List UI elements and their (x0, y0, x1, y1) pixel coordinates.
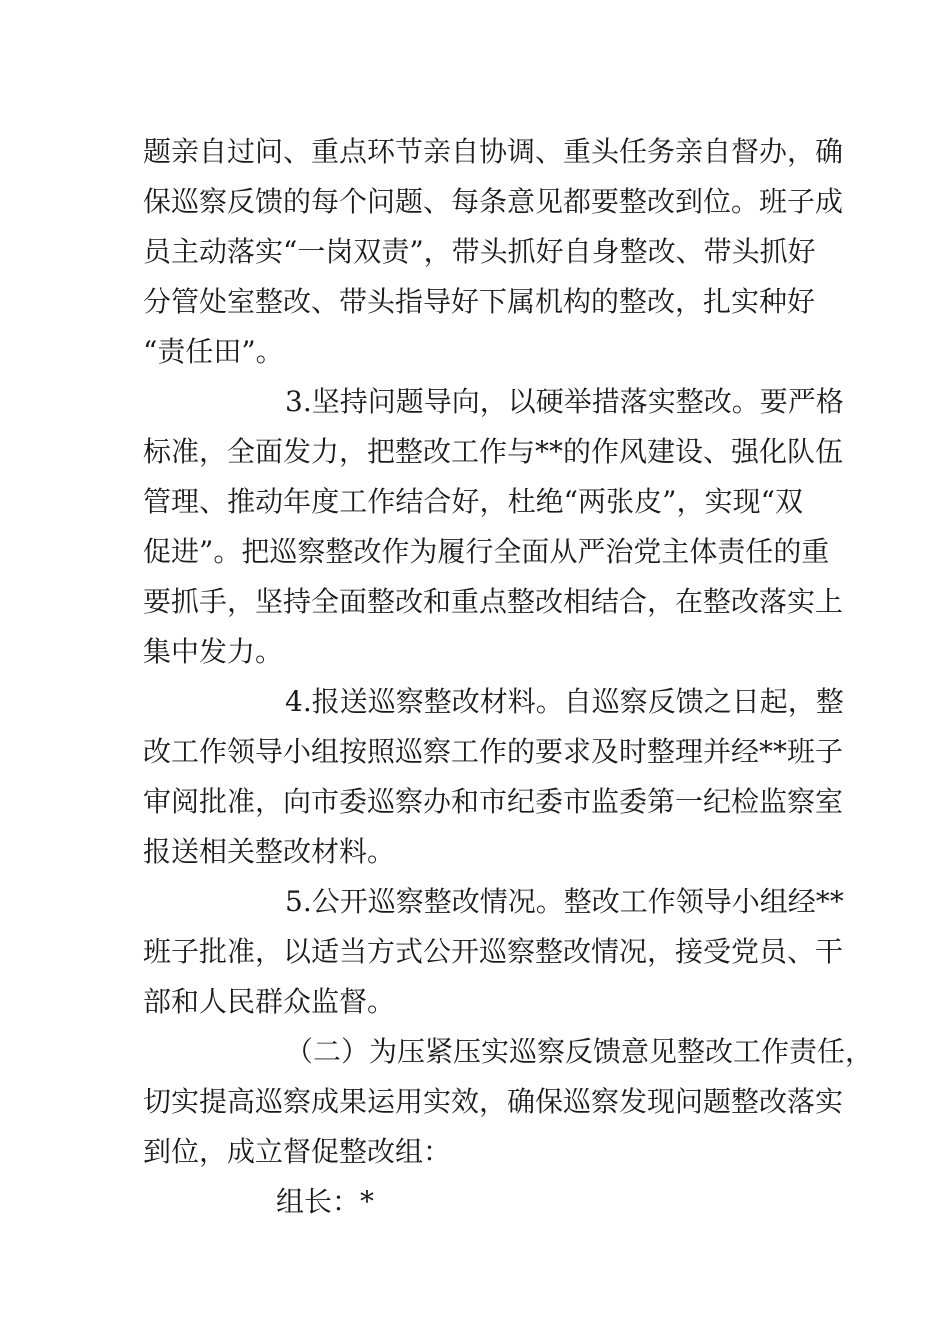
paragraph-line: 促进”。把巡察整改作为履行全面从严治党主体责任的重 (143, 535, 830, 568)
paragraph-line: 部和人民群众监督。 (143, 985, 396, 1018)
paragraph-line: “责任田”。 (143, 335, 284, 368)
paragraph-line: 管理、推动年度工作结合好，杜绝“两张皮”，实现“双 (143, 485, 803, 518)
paragraph-line: 题亲自过问、重点环节亲自协调、重头任务亲自督办，确 (143, 135, 844, 168)
paragraph-line: 要抓手，坚持全面整改和重点整改相结合，在整改落实上 (143, 585, 844, 618)
paragraph-line: 切实提高巡察成果运用实效，确保巡察发现问题整改落实 (143, 1085, 844, 1118)
paragraph-line: 标准，全面发力，把整改工作与**的作风建设、强化队伍 (143, 435, 844, 468)
paragraph-line-indented: 3.坚持问题导向，以硬举措落实整改。要严格 (285, 385, 844, 418)
paragraph-line: 员主动落实“一岗双责”，带头抓好自身整改、带头抓好 (143, 235, 816, 268)
paragraph-line: 报送相关整改材料。 (143, 835, 396, 868)
paragraph-line-indented: （二）为压紧压实巡察反馈意见整改工作责任， (285, 1035, 874, 1068)
paragraph-line: 分管处室整改、带头指导好下属机构的整改，扎实种好 (143, 285, 816, 318)
paragraph-line: 审阅批准，向市委巡察办和市纪委市监委第一纪检监察室 (143, 785, 844, 818)
paragraph-line: 保巡察反馈的每个问题、每条意见都要整改到位。班子成 (143, 185, 844, 218)
group-leader-line: 组长：* (276, 1185, 375, 1218)
paragraph-line: 到位，成立督促整改组： (143, 1135, 452, 1168)
paragraph-line: 改工作领导小组按照巡察工作的要求及时整理并经**班子 (143, 735, 844, 768)
paragraph-line: 班子批准，以适当方式公开巡察整改情况，接受党员、干 (143, 935, 844, 968)
paragraph-line: 集中发力。 (143, 635, 284, 668)
paragraph-line-indented: 4.报送巡察整改材料。自巡察反馈之日起，整 (285, 685, 844, 718)
paragraph-line-indented: 5.公开巡察整改情况。整改工作领导小组经** (285, 885, 844, 918)
